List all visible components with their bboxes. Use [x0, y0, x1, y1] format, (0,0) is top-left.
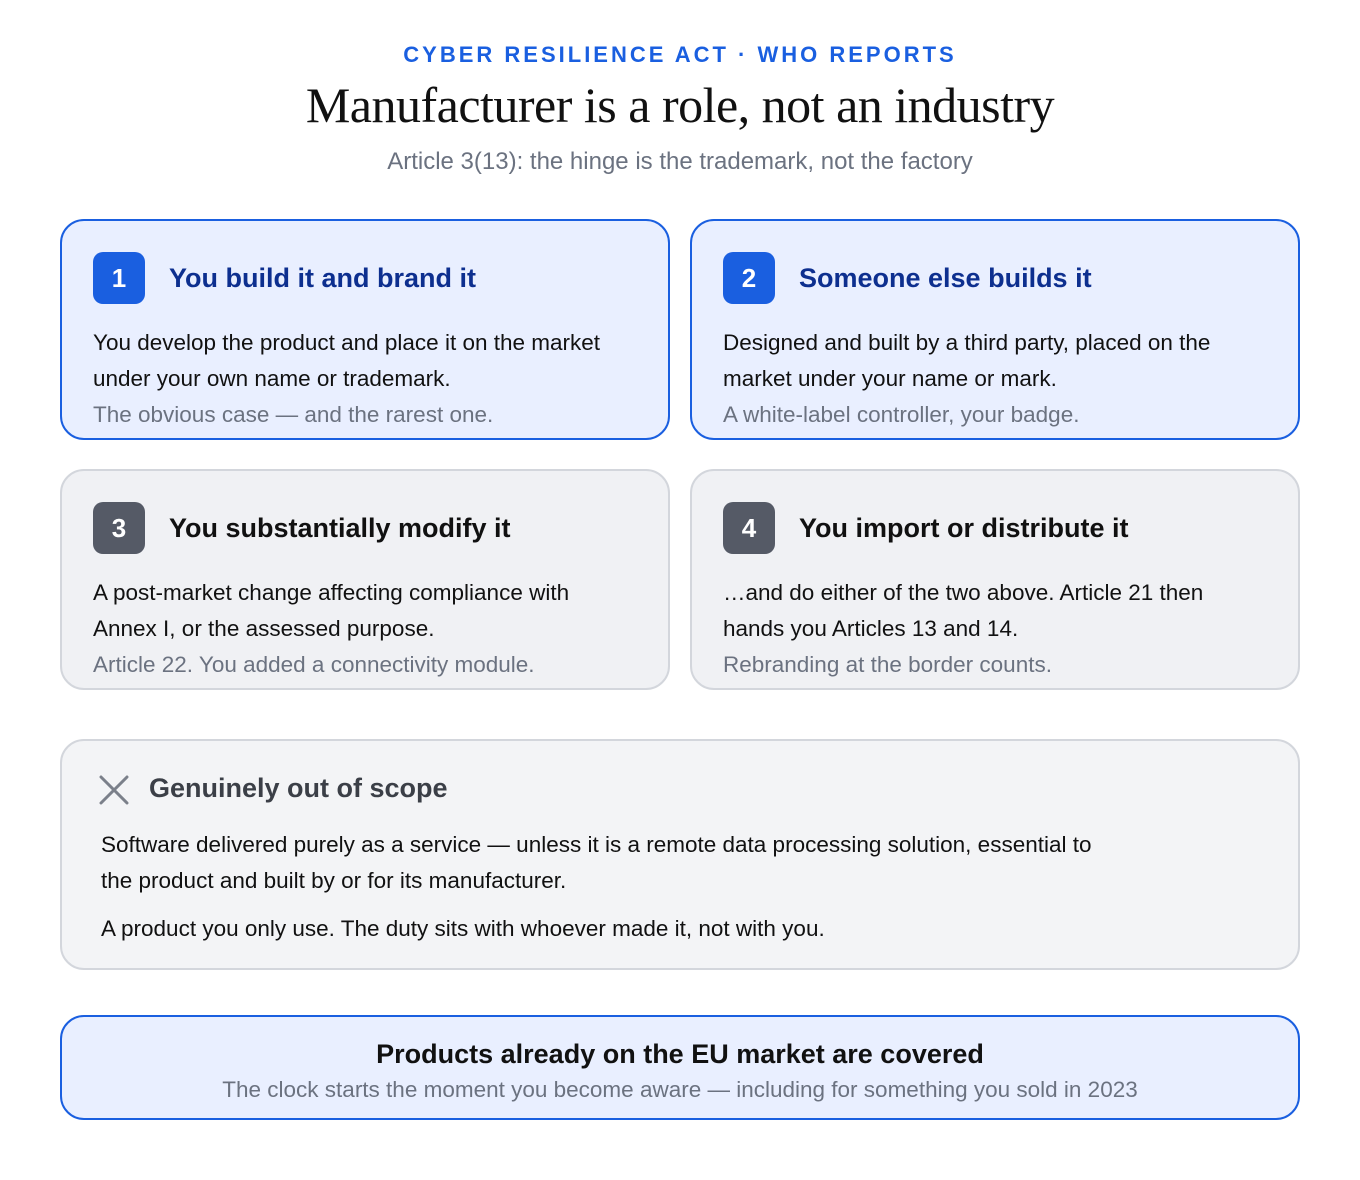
close-icon [98, 774, 130, 806]
card-title: You substantially modify it [169, 513, 511, 543]
eyebrow: CYBER RESILIENCE ACT · WHO REPORTS [403, 42, 957, 67]
card-body: …and do either of the two above. Article 21 then hands you Articles 13 and 14. [723, 580, 1204, 641]
number-badge: 4 [723, 502, 775, 554]
covered-banner [60, 1015, 1300, 1120]
banner-title: Products already on the EU market are covered [376, 1039, 984, 1069]
card-title: Someone else builds it [799, 263, 1092, 293]
out-of-scope-panel [60, 739, 1300, 970]
page-title: Manufacturer is a role, not an industry [305, 77, 1055, 133]
banner-subtitle: The clock starts the moment you become aware — including for something you sold in 2023 [222, 1077, 1138, 1102]
card-title: You import or distribute it [799, 513, 1129, 543]
number-badge: 3 [93, 502, 145, 554]
card-note: The obvious case — and the rarest one. [93, 402, 494, 427]
out-of-scope-note: A product you only use. The duty sits with whoever made it, not with you. [101, 916, 825, 941]
card-body: You develop the product and place it on the market under your own name or trademark. [93, 330, 601, 391]
page-subtitle: Article 3(13): the hinge is the trademark, not the factory [387, 148, 973, 175]
card-build-and-brand [60, 219, 670, 440]
card-note: Rebranding at the border counts. [723, 652, 1052, 677]
card-body: A post-market change affecting compliance with Annex I, or the assessed purpose. [93, 580, 570, 641]
card-substantially-modify [60, 469, 670, 690]
card-import-or-distribute [690, 469, 1300, 690]
card-note: A white-label controller, your badge. [723, 402, 1080, 427]
number-badge: 1 [93, 252, 145, 304]
number-badge: 2 [723, 252, 775, 304]
out-of-scope-body: Software delivered purely as a service — unless it is a remote data processing solution, essential to the product and built by or for its manufacturer. [101, 832, 1092, 893]
card-body: Designed and built by a third party, placed on the market under your name or mark. [723, 330, 1211, 391]
out-of-scope-title: Genuinely out of scope [149, 773, 448, 803]
card-note: Article 22. You added a connectivity module. [93, 652, 535, 677]
card-someone-else-builds [690, 219, 1300, 440]
card-title: You build it and brand it [169, 263, 476, 293]
